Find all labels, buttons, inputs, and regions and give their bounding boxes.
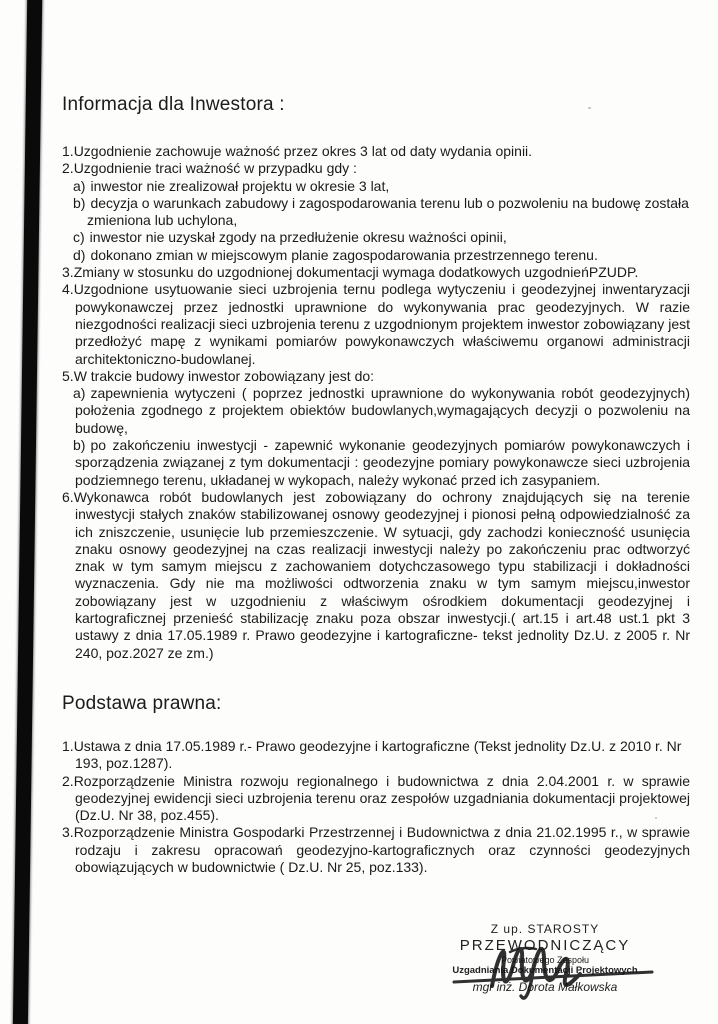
item-number: 3.: [62, 824, 74, 841]
section-heading-informacja: Informacja dla Inwestora :: [62, 94, 285, 115]
item-text: Rozporządzenie Ministra Gospodarki Przestrzennej i Budownictwa z dnia 21.02.1995 r., w sprawie rodzaju i zakresu opracowań geodezyjno-kartograficznych oraz czynności geodezyjnych obowiązujących w budownictwie ( Dz.U. Nr 25, poz.133).: [73, 824, 690, 875]
photocopy-edge-artifact: [13, 0, 43, 1024]
item-text: po zakończeniu inwestycji - zapewnić wykonanie geodezyjnych pomiarów powykonawczych i sporządzenia związanej z tym dokumentacji : geodezyjne pomiary powykonawcze sieci uzbrojenia podziemnego terenu, układanej w wykopach, należy wykonać przed ich zasypaniem.: [75, 437, 690, 488]
item-number: 1.: [62, 143, 74, 159]
list-item-2a: [73, 178, 690, 195]
item-text: inwestor nie zrealizował projektu w okresie 3 lat,: [90, 177, 390, 194]
list-item-3: [62, 264, 690, 281]
item-number: 6.: [62, 488, 74, 505]
list-item-2c: [73, 229, 690, 246]
item-number: 5.: [62, 367, 74, 384]
item-letter: b): [73, 194, 86, 211]
list-item-4: [62, 281, 690, 367]
item-letter: d): [73, 246, 86, 263]
item-number: 4.: [62, 281, 74, 298]
item-letter: c): [73, 229, 85, 246]
item-text: inwestor nie uzyskał zgody na przedłużenie okresu ważności opinii,: [89, 229, 507, 246]
signature-title: PRZEWODNICZĄCY: [459, 937, 631, 955]
list-item-1: [62, 143, 690, 160]
list-item-2b: [73, 195, 690, 230]
list-item-2: [62, 160, 690, 177]
item-text: Uzgodnione usytuowanie sieci uzbrojenia ternu podlega wytyczeniu i geodezyjnej inwentaryzacji powykonawczej przez jednostki uprawnione do wykonywania prac geodezyjnych. W razie niezgodności realizacji sieci uzbrojenia terenu z uzgodnionym projektem inwestor zobowiązany jest przedłożyć mapę z wynikami pomiarów powykonawczych właściwemu organowi administracji architektoniczno-budowlanej.: [73, 281, 690, 367]
item-text: zapewnienia wytyczeni ( poprzez jednostki uprawnione do wykonywania robót geodezyjnych) położenia zgodnego z projektem obiektów budowlanych,wymagających decyzji o pozwoleniu na budowę,: [75, 385, 690, 436]
item-text: Wykonawca robót budowlanych jest zobowiązany do ochrony znajdujących się na terenie inwestycji stałych znaków stabilizowanej osnowy geodezyjnej i pionosi pełną odpowiedzialność za ich zniszczenie, usunięcie lub przemieszczenie. W sytuacji, gdy zachodzi konieczność usunięcia znaku osnowy geodezyjnej na czas realizacji inwestycji należy po zakończeniu prac odtworzyć znak w tym samym miejscu z zachowaniem dotychczasowego typu stabilizacji i dokładności wyznaczenia. Gdy nie ma możliwości odtworzenia znaku w tym samym miejscu,inwestor zobowiązany jest w uzgodnieniu z właściwym ośrodkiem dokumentacji geodezyjnej i kartograficznej przenieść stabilizację znaku poza obszar inwestycji.( art.15 i art.48 ust.1 pkt 3 ustawy z dnia 17.05.1989 r. Prawo geodezyjne i kartograficzne- tekst jednolity Dz.U. z 2005 r. Nr 240, poz.2027 ze zm.): [73, 488, 690, 661]
signature-org-line1: Powiatowego Zespołu: [500, 955, 590, 966]
signature-org-line2: Uzgadniania Dokumentacji Projektowych: [452, 965, 638, 977]
legal-item-2: [62, 773, 690, 825]
item-text: Zmiany w stosunku do uzgodnionej dokumentacji wymaga dodatkowych uzgodnieńPZUDP.: [73, 264, 639, 281]
legal-item-3: [62, 824, 690, 876]
item-text: Uzgodnienie traci ważność w przypadku gdy :: [73, 160, 357, 177]
item-number: 2.: [62, 160, 74, 177]
list-item-5a: [73, 385, 690, 437]
document-content: [62, 0, 690, 994]
info-list: [62, 143, 690, 662]
item-letter: b): [73, 437, 86, 454]
list-item-6: [62, 489, 690, 662]
item-number: 2.: [62, 772, 74, 789]
item-text: decyzja o warunkach zabudowy i zagospodarowania terenu lub o pozwoleniu na budowę została zmieniona lub uchylona,: [87, 194, 689, 229]
list-item-2d: [73, 247, 690, 264]
item-text: Rozporządzenie Ministra rozwoju regionalnego i budownictwa z dnia 2.04.2001 r. w sprawie geodezyjnej ewidencji sieci uzbrojenia terenu oraz zespołów uzgadniania dokumentacji projektowej (Dz.U. Nr 38, poz.455).: [73, 772, 690, 824]
item-letter: a): [73, 177, 86, 194]
item-number: 1.: [62, 737, 74, 754]
list-item-5: [62, 368, 690, 385]
signature-stamp-block: [414, 922, 676, 994]
item-number: 3.: [62, 264, 74, 281]
legal-list: [62, 738, 690, 876]
legal-item-1: [62, 738, 690, 773]
item-text: dokonano zmian w miejscowym planie zagospodarowania przestrzennego terenu.: [90, 246, 598, 263]
item-text: Uzgodnienie zachowuje ważność przez okres 3 lat od daty wydania opinii.: [73, 143, 533, 159]
section-heading-podstawa-prawna: Podstawa prawna:: [62, 692, 222, 714]
item-text: Ustawa z dnia 17.05.1989 r.- Prawo geodezyjne i kartograficzne (Tekst jednolity Dz.U. z 2010 r. Nr 193, poz.1287).: [73, 737, 682, 772]
signature-authority: Z up. STAROSTY: [490, 922, 600, 937]
list-item-5b: [73, 437, 690, 489]
item-letter: a): [73, 385, 86, 402]
item-text: W trakcie budowy inwestor zobowiązany jest do:: [73, 367, 375, 384]
signature-name: mgr inż. Dorota Małkowska: [472, 980, 618, 995]
